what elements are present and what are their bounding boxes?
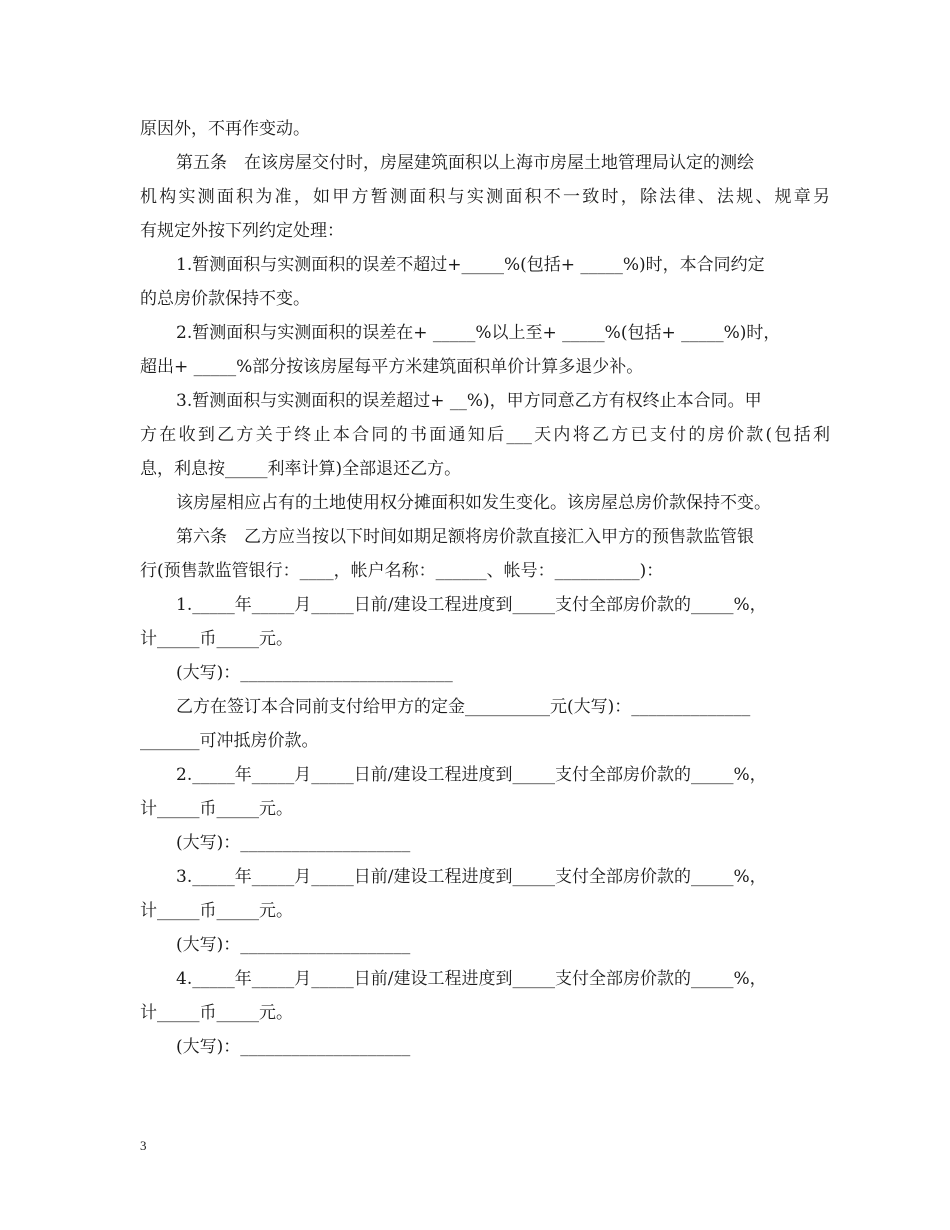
text-line: 机构实测面积为准，如甲方暂测面积与实测面积不一致时，除法律、法规、规章另 <box>140 187 830 207</box>
payment-item: 2._____年_____月_____日前/建设工程进度到_____支付全部房价款的_____%， <box>176 765 767 785</box>
text-line: 该房屋相应占有的土地使用权分摊面积如发生变化。该房屋总房价款保持不变。 <box>176 493 771 513</box>
article-six-heading: 第六条 乙方应当按以下时间如期足额将房价款直接汇入甲方的预售款监管银 <box>176 527 754 547</box>
text-line: 有规定外按下列约定处理： <box>140 221 344 241</box>
clause-item: 2.暂测面积与实测面积的误差在+ _____%以上至+ _____%(包括+ _____%)时， <box>176 323 781 343</box>
text-line: 计_____币_____元。 <box>140 629 293 649</box>
text-line: 超出+ _____%部分按该房屋每平方米建筑面积单价计算多退少补。 <box>140 357 644 377</box>
text-line: 计_____币_____元。 <box>140 901 293 921</box>
text-line: 行(预售款监管银行：____，帐户名称：______、帐号：__________)： <box>140 561 664 581</box>
clause-item: 1.暂测面积与实测面积的误差不超过+_____%(包括+ _____%)时，本合同约定 <box>176 255 765 275</box>
payment-item: 1._____年_____月_____日前/建设工程进度到_____支付全部房价款的_____%， <box>176 595 767 615</box>
text-line: 方在收到乙方关于终止本合同的书面通知后___天内将乙方已支付的房价款(包括利 <box>140 425 830 445</box>
payment-item: 3._____年_____月_____日前/建设工程进度到_____支付全部房价款的_____%， <box>176 867 767 887</box>
payment-item: 4._____年_____月_____日前/建设工程进度到_____支付全部房价款的_____%， <box>176 969 767 989</box>
deposit-line: 乙方在签订本合同前支付给甲方的定金__________元(大写)：______________ <box>176 697 751 717</box>
amount-in-words: (大写)：____________________ <box>176 935 411 955</box>
text-line: 计_____币_____元。 <box>140 799 293 819</box>
clause-item: 3.暂测面积与实测面积的误差超过+ __%)，甲方同意乙方有权终止本合同。甲 <box>176 391 762 411</box>
text-line: 原因外，不再作变动。 <box>140 119 310 139</box>
text-line: 的总房价款保持不变。 <box>140 289 310 309</box>
amount-in-words: (大写)：____________________ <box>176 1037 411 1057</box>
amount-in-words: (大写)：____________________ <box>176 833 411 853</box>
text-line: _______可冲抵房价款。 <box>140 731 319 751</box>
page-number: 3 <box>140 1138 147 1153</box>
amount-in-words: (大写)：_________________________ <box>176 663 453 683</box>
article-five-heading: 第五条 在该房屋交付时，房屋建筑面积以上海市房屋土地管理局认定的测绘 <box>176 153 754 173</box>
text-line: 计_____币_____元。 <box>140 1003 293 1023</box>
text-line: 息，利息按_____利率计算)全部退还乙方。 <box>140 459 462 479</box>
